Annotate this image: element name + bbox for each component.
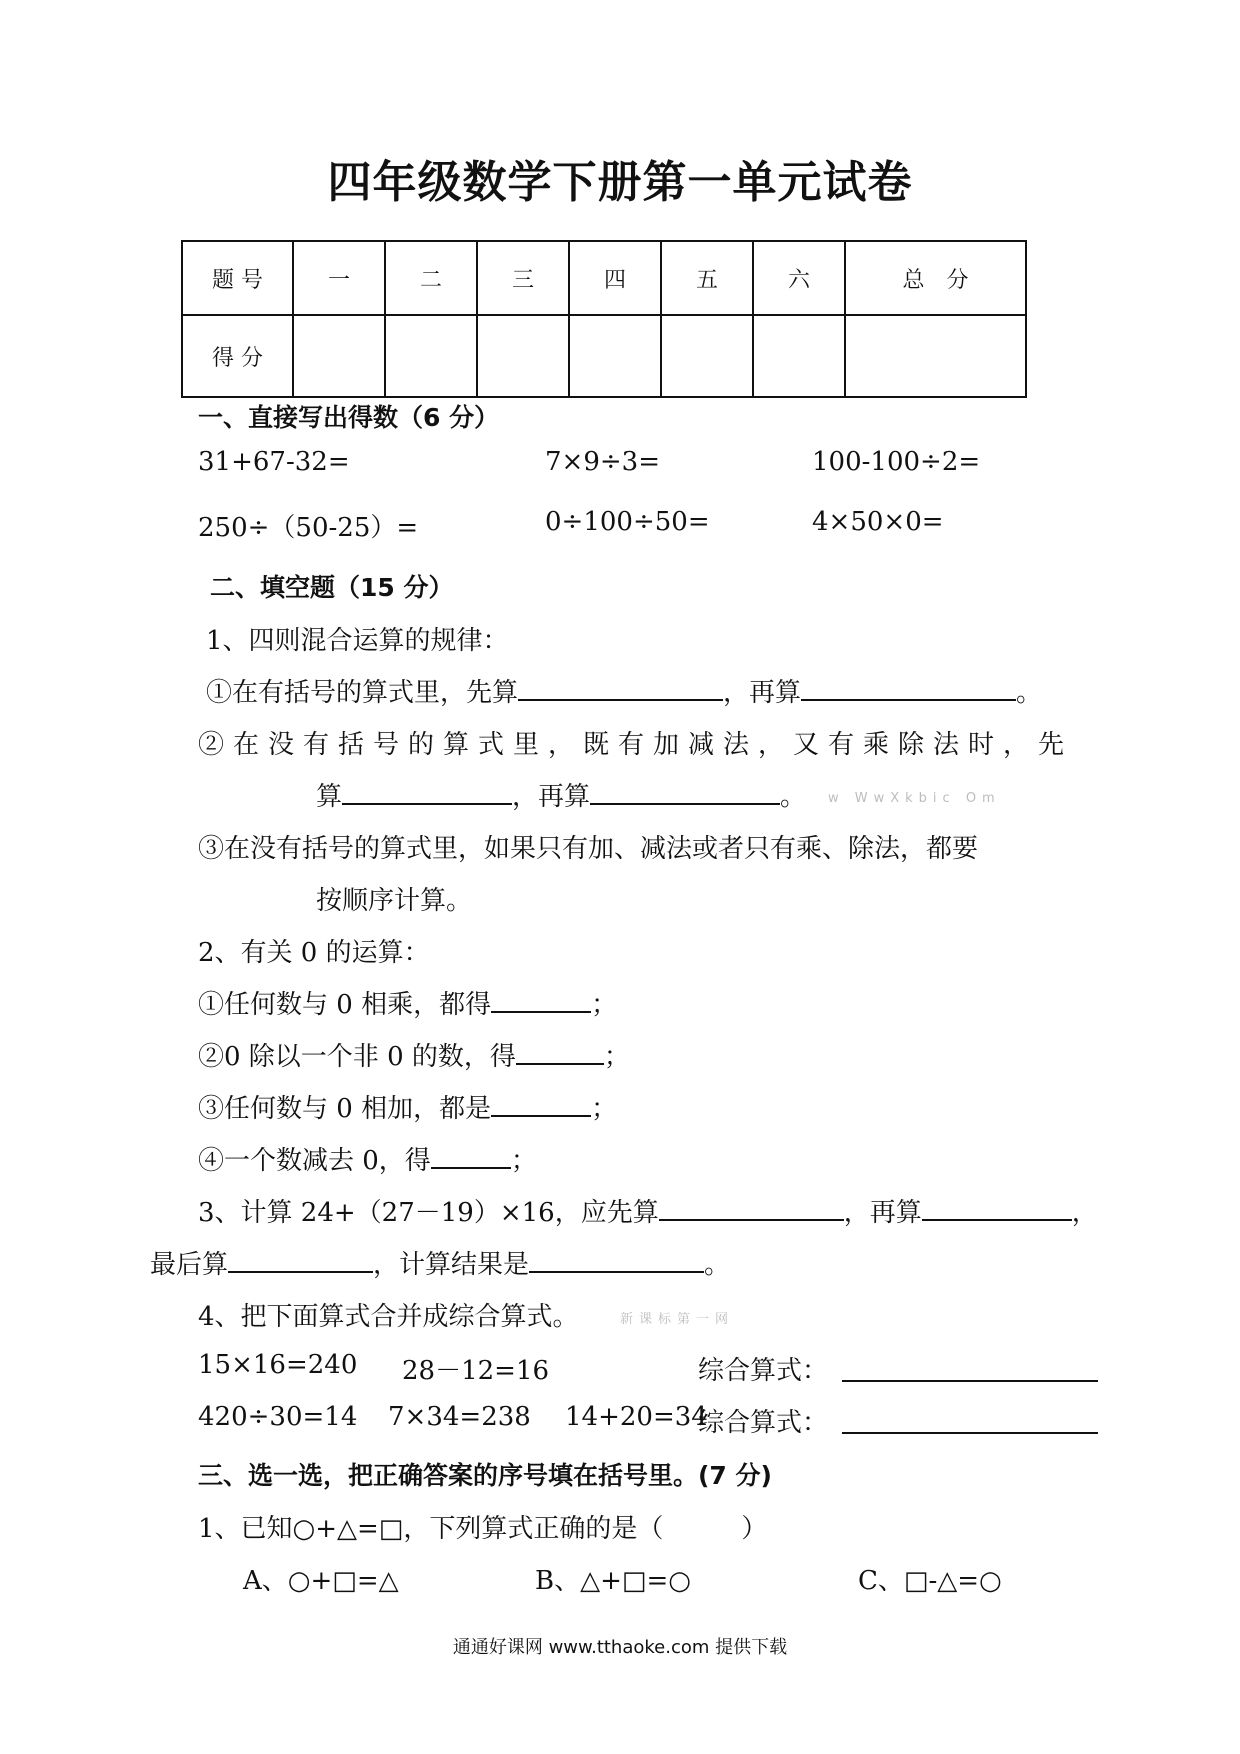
score-table-cell: 总 分: [845, 241, 1026, 315]
question-text: ③在没有括号的算式里，如果只有加、减法或者只有乘、除法，都要: [198, 834, 979, 864]
score-input-cell[interactable]: [293, 315, 385, 397]
question-line: [316, 776, 806, 813]
answer-blank[interactable]: [842, 1432, 1098, 1434]
calc-item: 4×50×0=: [812, 507, 944, 537]
question-text: 4、把下面算式合并成综合算式。: [198, 1302, 579, 1332]
question-text: 算: [316, 782, 343, 812]
score-input-cell[interactable]: [753, 315, 845, 397]
question-text: ①在有括号的算式里，先算: [206, 678, 519, 708]
question-line: [198, 1036, 630, 1073]
answer-blank[interactable]: [529, 1247, 704, 1273]
question-text: 2、有关 0 的运算：: [198, 938, 430, 968]
question-text: ，再算: [723, 678, 802, 708]
question-text: ；: [591, 1094, 618, 1124]
score-table-cell: 得 分: [182, 315, 293, 397]
score-table-cell: 二: [385, 241, 477, 315]
question-text: 1、已知○+△=□，下列算式正确的是（ ）: [198, 1514, 768, 1544]
question-text: ②在没有括号的算式里，既有加减法，又有乘除法时，先: [198, 730, 1074, 760]
question-text: 按顺序计算。: [316, 886, 473, 916]
watermark: 新课标第一网: [620, 1312, 735, 1327]
question-line: [150, 1244, 730, 1281]
score-input-cell[interactable]: [385, 315, 477, 397]
calc-item: 250÷（50-25）=: [198, 513, 419, 543]
answer-blank[interactable]: [491, 1091, 591, 1117]
question-text: ；: [591, 990, 618, 1020]
answer-blank[interactable]: [431, 1143, 511, 1169]
question-text: ，计算结果是: [373, 1250, 530, 1280]
score-input-cell[interactable]: [477, 315, 569, 397]
question-text: ③任何数与 0 相加，都是: [198, 1094, 492, 1124]
score-table-cell: 题 号: [182, 241, 293, 315]
footer-text: 通通好课网 www.tthaoke.com 提供下载: [452, 1637, 788, 1658]
choice-option[interactable]: A、○+□=△: [243, 1566, 399, 1596]
calc-item: 15×16=240: [198, 1350, 358, 1380]
score-table-cell: 六: [753, 241, 845, 315]
calc-item: 100-100÷2=: [812, 447, 981, 477]
question-text: 最后算: [150, 1250, 229, 1280]
calc-item: 14+20=34: [565, 1402, 708, 1432]
question-text: ，再算: [843, 1198, 922, 1228]
question-text: ；: [603, 1042, 630, 1072]
question-text: 。: [1016, 678, 1043, 708]
question-text: 综合算式：: [698, 1356, 829, 1386]
question-text: 1、四则混合运算的规律：: [206, 626, 509, 656]
score-table-score-row: [182, 315, 1026, 397]
calc-item: 0÷100÷50=: [545, 507, 710, 537]
calc-item: 7×9÷3=: [545, 447, 660, 477]
page-title: 四年级数学下册第一单元试卷: [327, 157, 913, 208]
answer-blank[interactable]: [228, 1247, 373, 1273]
answer-blank[interactable]: [491, 987, 591, 1013]
choice-option[interactable]: C、□-△=○: [858, 1566, 1002, 1596]
question-text: ，再算: [512, 782, 591, 812]
score-table-cell: 一: [293, 241, 385, 315]
question-text: ①任何数与 0 相乘，都得: [198, 990, 492, 1020]
score-table-cell: 五: [661, 241, 753, 315]
watermark: w WwXkbic Om: [828, 791, 1001, 806]
answer-blank[interactable]: [659, 1195, 844, 1221]
calc-item: 31+67-32=: [198, 447, 350, 477]
question-text: ，: [1071, 1198, 1098, 1228]
choice-option[interactable]: B、△+□=○: [535, 1566, 691, 1596]
question-text: 。: [704, 1250, 731, 1280]
section-2-heading: 二、填空题（15 分）: [210, 573, 454, 602]
question-line: [198, 1088, 617, 1125]
score-input-cell[interactable]: [569, 315, 661, 397]
score-input-cell[interactable]: [845, 315, 1026, 397]
question-text: ；: [510, 1146, 537, 1176]
score-table-header-row: [182, 241, 1026, 315]
question-line: [198, 984, 617, 1021]
section-3-heading: 三、选一选，把正确答案的序号填在括号里。(7 分): [198, 1461, 772, 1490]
question-line: [198, 1140, 537, 1177]
question-text: ②0 除以一个非 0 的数，得: [198, 1042, 516, 1072]
answer-blank[interactable]: [842, 1380, 1098, 1382]
answer-blank[interactable]: [922, 1195, 1072, 1221]
question-line: [206, 672, 1042, 709]
score-table-cell: 三: [477, 241, 569, 315]
answer-blank[interactable]: [518, 675, 723, 701]
question-text: ④一个数减去 0，得: [198, 1146, 431, 1176]
question-text: 综合算式：: [698, 1408, 829, 1438]
question-line: [198, 1192, 1098, 1229]
answer-blank[interactable]: [590, 779, 780, 805]
calc-item: 7×34=238: [388, 1402, 531, 1432]
answer-blank[interactable]: [801, 675, 1016, 701]
question-text: 3、计算 24+（27－19）×16，应先算: [198, 1198, 659, 1228]
calc-item: 28－12=16: [402, 1356, 550, 1386]
answer-blank[interactable]: [342, 779, 512, 805]
answer-blank[interactable]: [516, 1039, 604, 1065]
question-text: 。: [780, 782, 807, 812]
section-1-heading: 一、直接写出得数（6 分）: [198, 403, 500, 432]
calc-item: 420÷30=14: [198, 1402, 358, 1432]
score-table: [181, 240, 1027, 398]
score-input-cell[interactable]: [661, 315, 753, 397]
score-table-cell: 四: [569, 241, 661, 315]
